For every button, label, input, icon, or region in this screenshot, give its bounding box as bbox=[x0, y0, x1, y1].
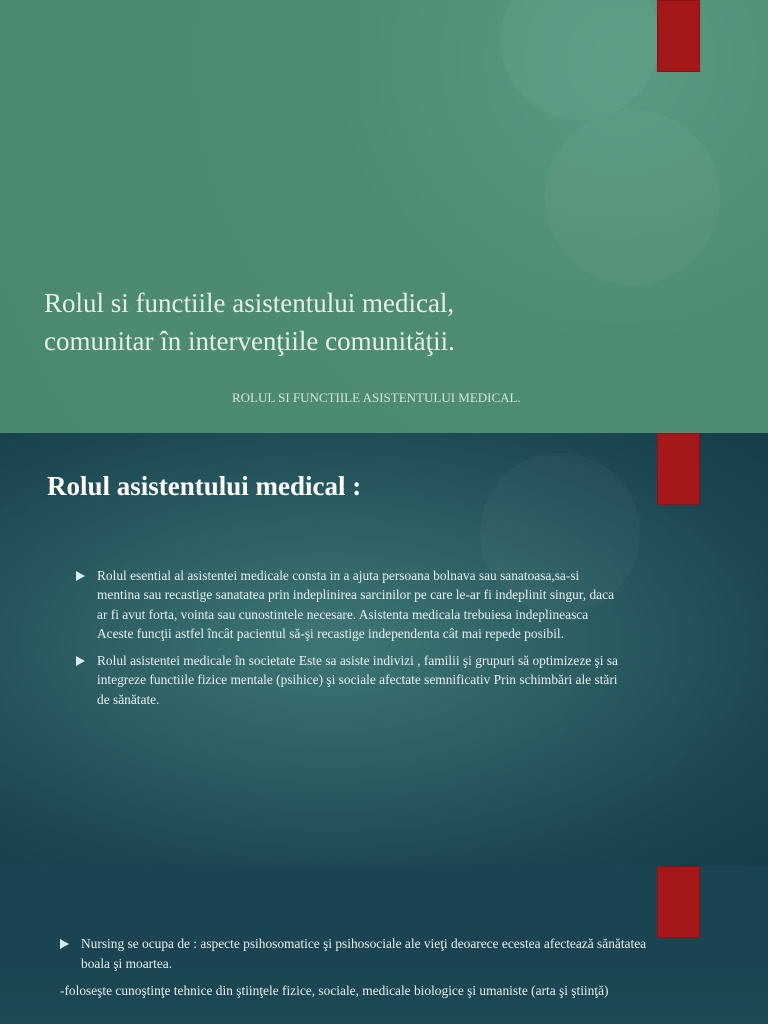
list-item-text: Nursing se ocupa de : aspecte psihosomatice şi psihosociale ale vieţi deoarece ecestea afectează sănătatea boala şi moartea. bbox=[81, 936, 647, 971]
title-slide bbox=[0, 0, 768, 433]
slide-title-line-1: Rolul si functiile asistentului medical, bbox=[44, 288, 455, 318]
content-slide bbox=[0, 866, 768, 1024]
bullet-list bbox=[76, 566, 624, 717]
bullet-list bbox=[60, 934, 650, 974]
red-accent-tab bbox=[657, 0, 700, 72]
red-accent-tab bbox=[657, 433, 700, 505]
slide-heading: Rolul asistentului medical : bbox=[47, 471, 362, 501]
triangle-right-icon bbox=[76, 571, 85, 581]
slide-title bbox=[44, 284, 644, 360]
slide-title-line-2: comunitar în intervenţiile comunităţii. bbox=[44, 326, 455, 356]
list-item bbox=[76, 651, 624, 709]
decorative-circle bbox=[500, 0, 660, 120]
body-text: -foloseşte cunoştinţe tehnice din ştiinţele fizice, sociale, medicale biologice şi umaniste (arta şi ştiinţă) bbox=[60, 983, 609, 998]
list-item-text: Rolul esential al asistentei medicale consta in a ajuta persoana bolnava sau sanatoasa,sa-si mentina sau recastige sanatatea prin indeplinirea sarcinilor pe care le-ar fi indeplinit singur, daca ar fi avut forta, vointa sau cunostintele necesare. Asistenta medicala trebuiesa indeplineasca Aceste funcţii astfel încât pacientul să-şi recastige independenta cât mai repede posibil. bbox=[97, 568, 615, 641]
list-item bbox=[60, 934, 650, 974]
triangle-right-icon bbox=[76, 656, 85, 666]
red-accent-tab bbox=[657, 866, 700, 938]
list-item-text: Rolul asistentei medicale în societate Este sa asiste indivizi , familii şi grupuri să optimizeze şi sa integreze functiile fizice mentale (psihice) şi sociale afectate semnificativ Prin schimbări ale stări de sănătate. bbox=[97, 653, 618, 707]
decorative-circle bbox=[545, 110, 720, 285]
triangle-right-icon bbox=[60, 939, 69, 949]
slide-subtitle: ROLUL SI FUNCTIILE ASISTENTULUI MEDICAL. bbox=[232, 390, 521, 405]
list-item bbox=[76, 566, 624, 643]
content-slide bbox=[0, 433, 768, 866]
